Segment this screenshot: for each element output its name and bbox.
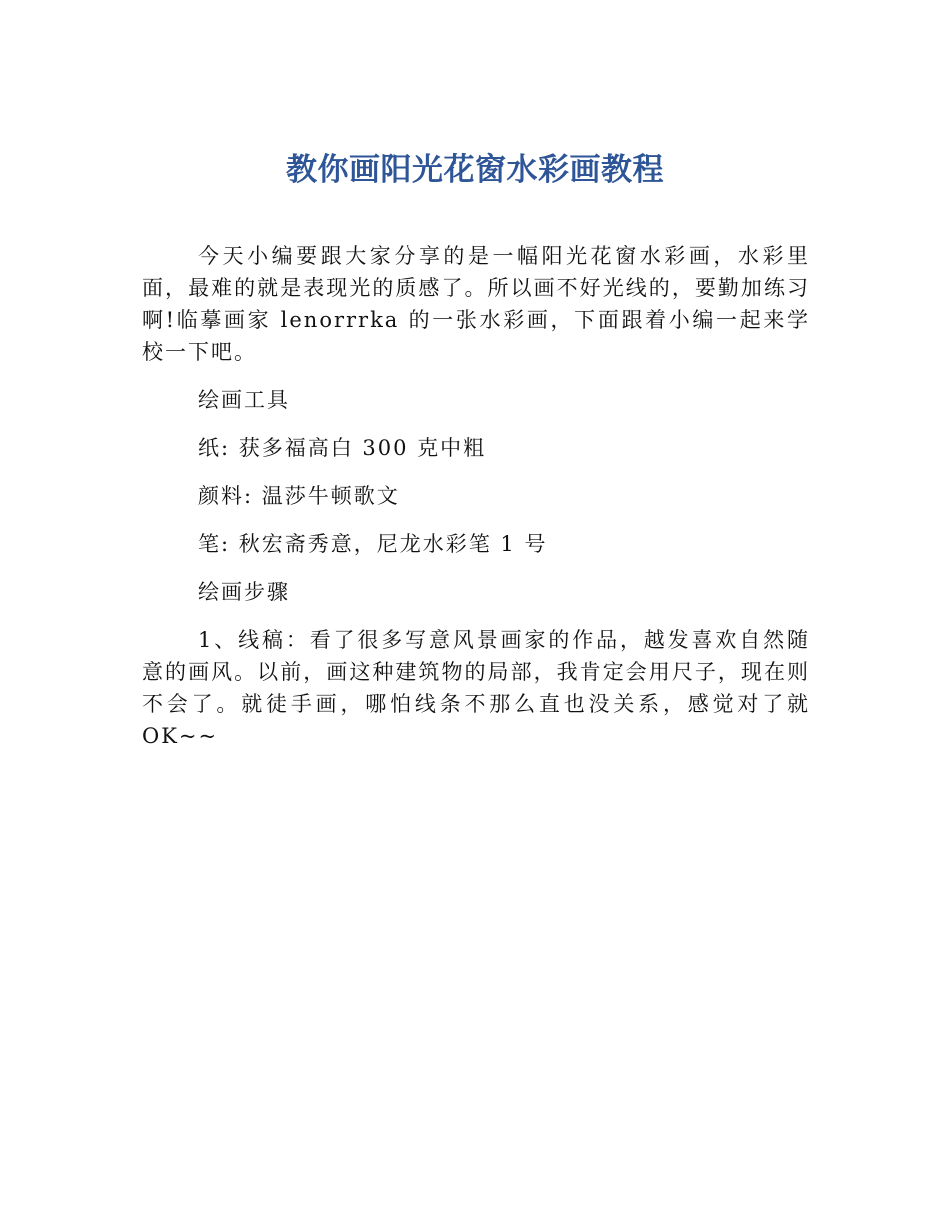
brush-line: 笔: 秋宏斋秀意，尼龙水彩笔 1 号 — [198, 532, 548, 556]
steps-heading: 绘画步骤 — [198, 580, 290, 604]
document-body — [142, 240, 810, 768]
paper-line: 纸: 获多福高白 300 克中粗 — [198, 436, 487, 460]
tools-heading: 绘画工具 — [198, 388, 290, 412]
document-title: 教你画阳光花窗水彩画教程 — [286, 152, 664, 188]
intro-paragraph: 今天小编要跟大家分享的是一幅阳光花窗水彩画，水彩里面，最难的就是表现光的质感了。所以画不好光线的，要勤加练习啊!临摹画家 lenorrrka 的一张水彩画，下面跟着小编一起来学校一下吧。 — [142, 244, 810, 364]
paint-line: 颜料: 温莎牛顿歌文 — [198, 484, 400, 508]
step-1-paragraph: 1、线稿：看了很多写意风景画家的作品，越发喜欢自然随意的画风。以前，画这种建筑物的局部，我肯定会用尺子，现在则不会了。就徒手画，哪怕线条不那么直也没关系，感觉对了就 OK~~ — [142, 628, 810, 748]
